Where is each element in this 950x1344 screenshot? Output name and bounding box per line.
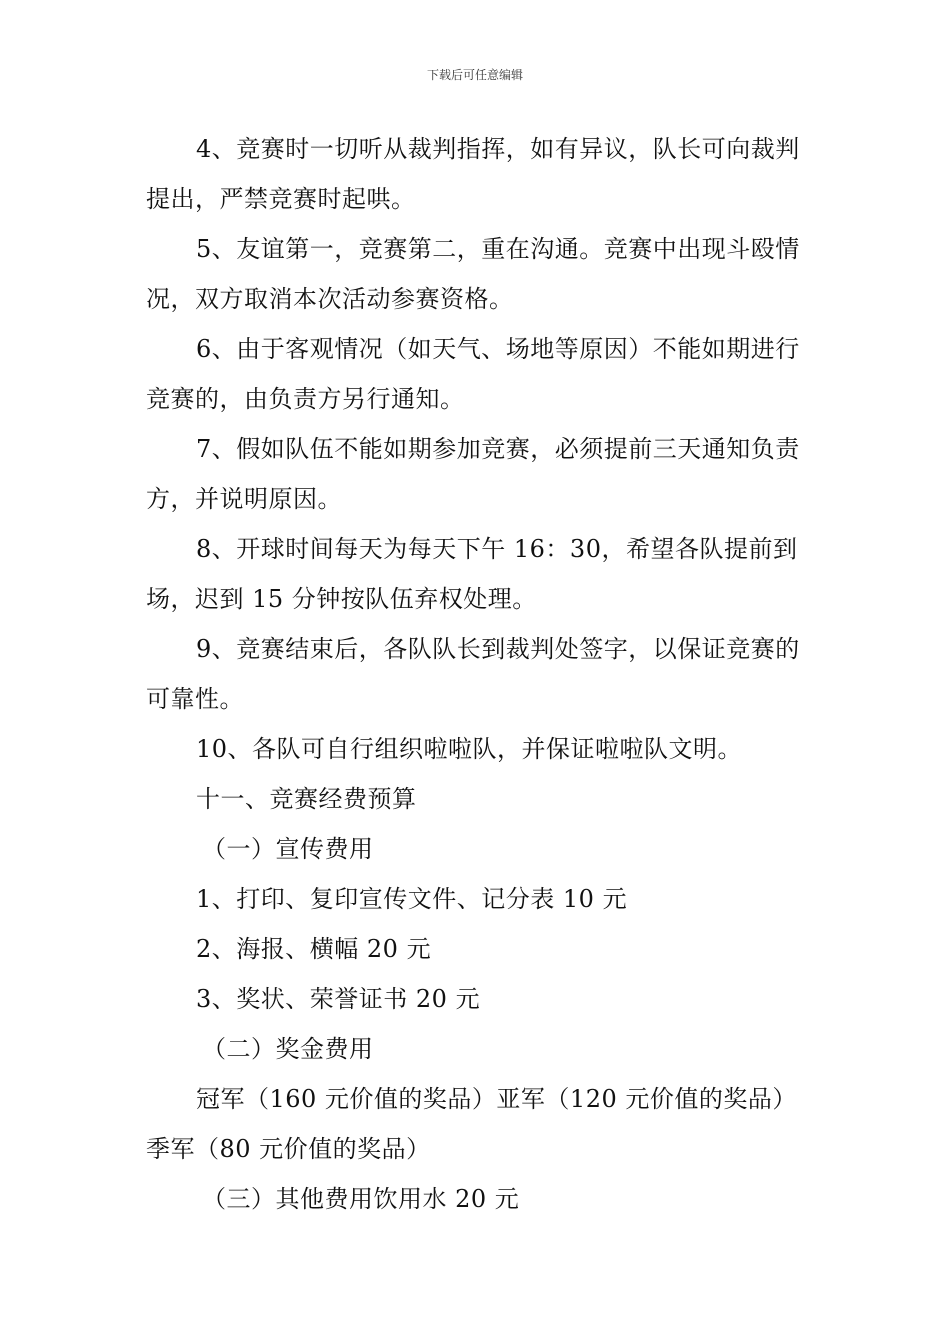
budget-item-printing: 1、打印、复印宣传文件、记分表 10 元 (196, 885, 628, 913)
budget-item-certificates: 3、奖状、荣誉证书 20 元 (196, 985, 481, 1013)
section-heading-budget: 十一、竞赛经费预算 (196, 785, 417, 813)
rule-paragraph-6: 6、由于客观情况（如天气、场地等原因）不能如期进行竞赛的，由负责方另行通知。 (146, 335, 800, 413)
rule-paragraph-7: 7、假如队伍不能如期参加竞赛，必须提前三天通知负责方，并说明原因。 (146, 435, 800, 513)
rule-paragraph-10: 10、各队可自行组织啦啦队，并保证啦啦队文明。 (196, 735, 743, 763)
page-header: 下载后可任意编辑 (426, 68, 523, 82)
rule-paragraph-5: 5、友谊第一，竞赛第二，重在沟通。竞赛中出现斗殴情况，双方取消本次活动参赛资格。 (146, 235, 800, 313)
rule-paragraph-9: 9、竞赛结束后，各队队长到裁判处签字，以保证竞赛的可靠性。 (146, 635, 800, 713)
subheading-prize-cost: （二）奖金费用 (202, 1035, 374, 1063)
prize-list: 冠军（160 元价值的奖品）亚军（120 元价值的奖品）季军（80 元价值的奖品） (146, 1085, 797, 1163)
rule-paragraph-4: 4、竞赛时一切听从裁判指挥，如有异议，队长可向裁判提出，严禁竞赛时起哄。 (146, 135, 800, 213)
subheading-publicity-cost: （一）宣传费用 (202, 835, 374, 863)
document-body (146, 124, 806, 1224)
rule-paragraph-8: 8、开球时间每天为每天下午 16：30，希望各队提前到场，迟到 15 分钟按队伍弃权处理。 (146, 535, 798, 613)
budget-item-posters: 2、海报、横幅 20 元 (196, 935, 432, 963)
other-cost: （三）其他费用饮用水 20 元 (202, 1185, 520, 1213)
